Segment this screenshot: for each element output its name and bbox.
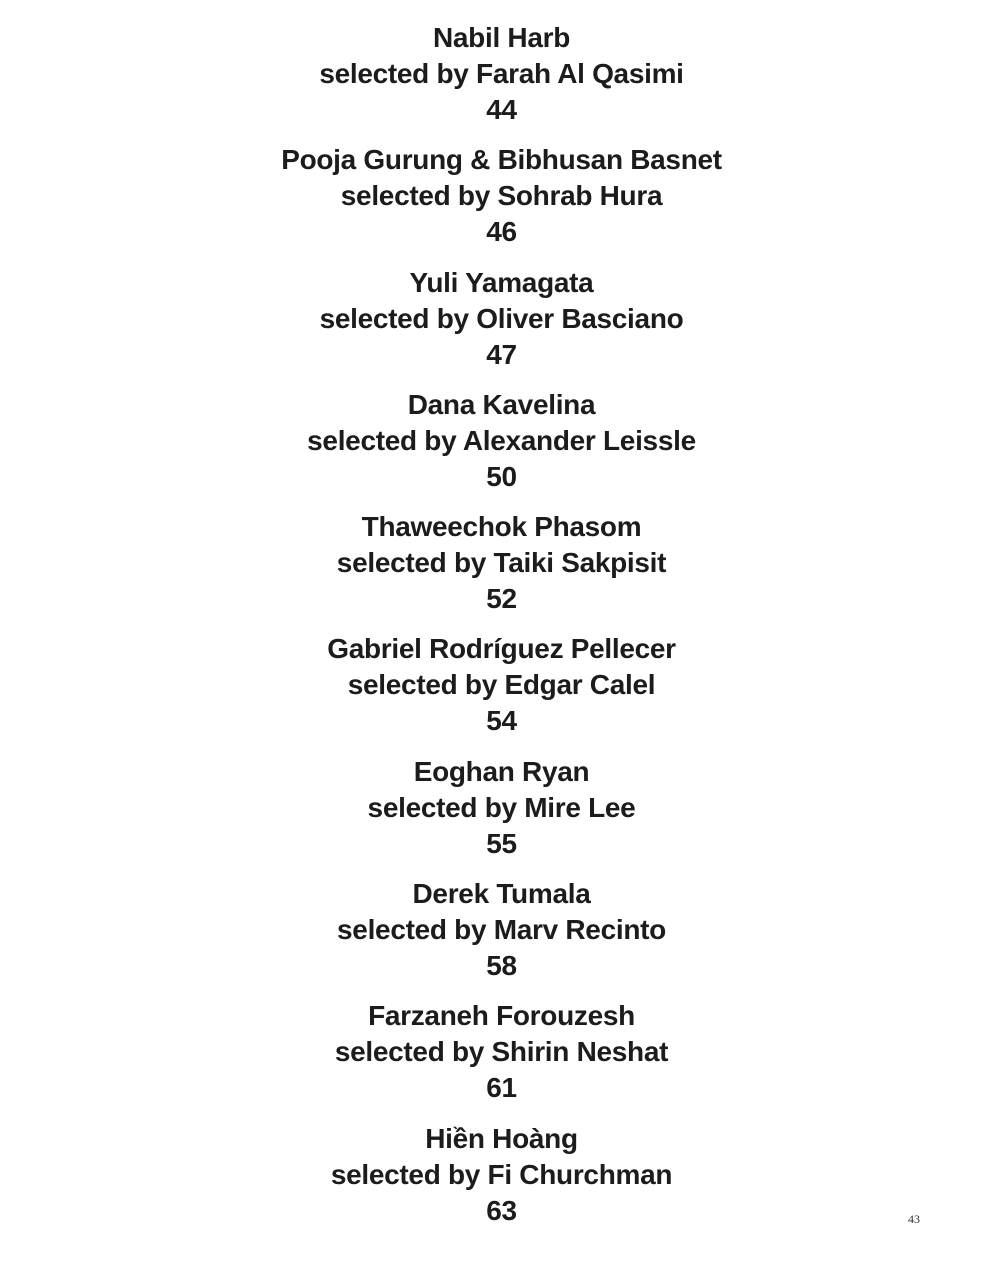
selected-by: selected by Fi Churchman [330,1158,673,1190]
selected-by: selected by Marv Recinto [337,914,666,946]
selected-by: selected by Shirin Neshat [334,1036,669,1068]
selected-by: selected by Alexander Leissle [307,424,696,456]
page-folio: 43 [908,1212,920,1226]
list-item [0,998,1003,1106]
page-number: 52 [486,583,517,615]
list-item [0,142,1003,250]
page-number: 58 [486,950,517,982]
page-number: 55 [486,827,517,859]
list-item [0,631,1003,739]
page-number: 61 [486,1072,517,1104]
list-item [0,509,1003,617]
artist-name: Hiền Hoàng [425,1122,578,1154]
artist-name: Pooja Gurung & Bibhusan Basnet [281,144,722,176]
artist-name: Gabriel Rodríguez Pellecer [327,633,676,665]
artist-name: Dana Kavelina [407,388,596,420]
page-number: 50 [486,460,517,492]
artist-name: Eoghan Ryan [413,755,590,787]
artist-name: Thaweechok Phasom [361,511,642,543]
selected-by: selected by Oliver Basciano [319,302,684,334]
page-number: 63 [486,1194,517,1226]
selected-by: selected by Edgar Calel [347,669,656,701]
selected-by: selected by Mire Lee [367,791,636,823]
list-item [0,1121,1003,1229]
artist-name: Derek Tumala [412,878,591,910]
selected-by: selected by Farah Al Qasimi [319,58,684,89]
selected-by: selected by Taiki Sakpisit [336,547,667,579]
table-of-contents [0,20,1003,1243]
page-number: 47 [486,338,517,370]
selected-by: selected by Sohrab Hura [340,180,663,212]
list-item [0,20,1003,128]
list-item [0,876,1003,984]
page-number: 54 [486,705,517,737]
artist-name: Farzaneh Forouzesh [368,1000,635,1032]
page-number: 46 [486,216,517,248]
artist-name: Nabil Harb [432,22,571,53]
list-item [0,265,1003,373]
page-number: 44 [486,94,517,125]
artist-name: Yuli Yamagata [409,266,594,298]
list-item [0,754,1003,862]
list-item [0,387,1003,495]
